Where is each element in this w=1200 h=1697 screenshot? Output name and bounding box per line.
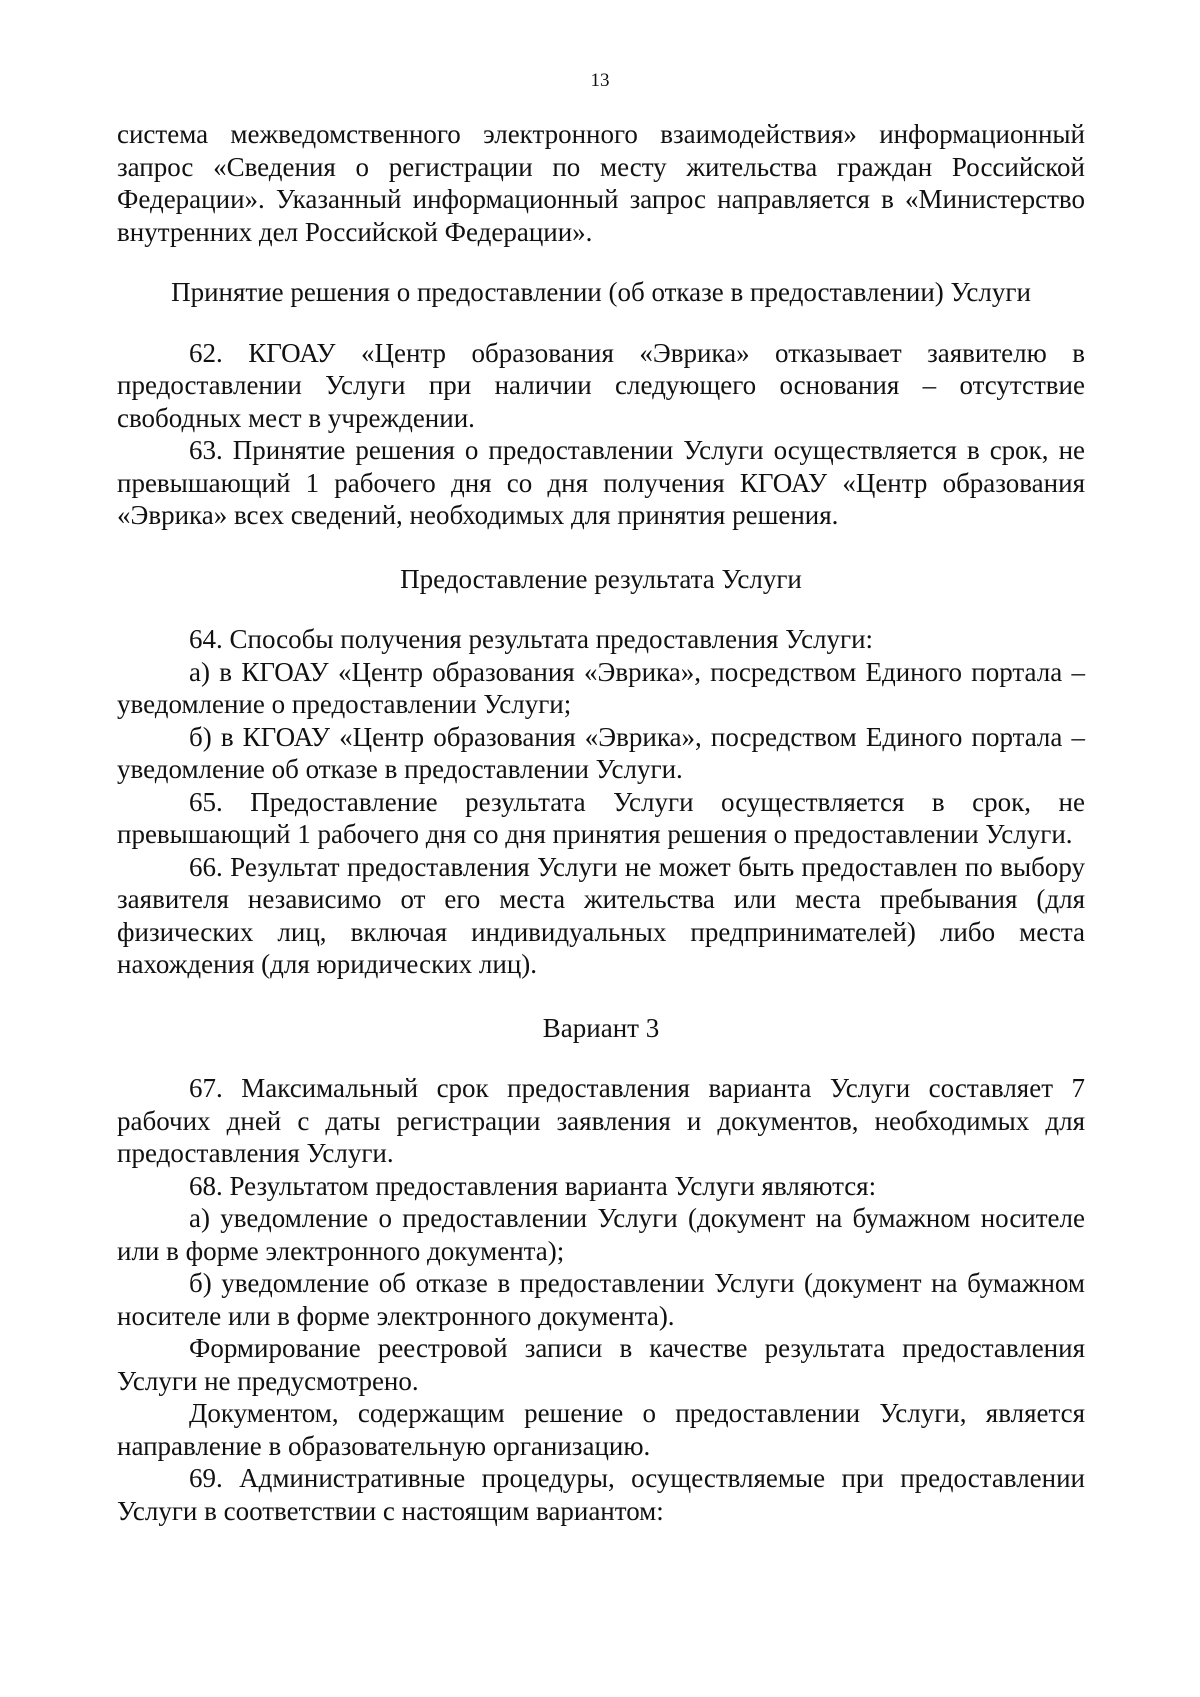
paragraph-registry: Формирование реестровой записи в качестве результата предоставления Услуги не предусмотрено. — [117, 1333, 1085, 1396]
paragraph-64b: б) в КГОАУ «Центр образования «Эврика», посредством Единого портала – уведомление об отказе в предоставлении Услуги. — [117, 721, 1085, 784]
paragraph-66: 66. Результат предоставления Услуги не может быть предоставлен по выбору заявителя независимо от его места жительства или места пребывания (для физических лиц, включая индивидуальных предпринимателей) либо места нахождения (для юридических лиц). — [117, 851, 1085, 979]
document-body — [117, 118, 1085, 1527]
paragraph-63: 63. Принятие решения о предоставлении Услуги осуществляется в срок, не превышающий 1 рабочего дня со дня получения КГОАУ «Центр образования «Эврика» всех сведений, необходимых для принятия решения. — [117, 435, 1085, 530]
paragraph-64: 64. Способы получения результата предоставления Услуги: — [189, 624, 874, 654]
intro-paragraph: система межведомственного электронного взаимодействия» информационный запрос «Сведения о регистрации по месту жительства граждан Российской Федерации». Указанный информационный запрос направляется в «Министерство внутренних дел Российской Федерации». — [117, 119, 1085, 247]
paragraph-69: 69. Административные процедуры, осуществляемые при предоставлении Услуги в соответствии с настоящим вариантом: — [117, 1463, 1085, 1526]
paragraph-67: 67. Максимальный срок предоставления варианта Услуги составляет 7 рабочих дней с даты регистрации заявления и документов, необходимых для предоставления Услуги. — [117, 1073, 1085, 1168]
paragraph-62: 62. КГОАУ «Центр образования «Эврика» отказывает заявителю в предоставлении Услуги при наличии следующего основания – отсутствие свободных мест в учреждении. — [117, 337, 1085, 433]
paragraph-68a: а) уведомление о предоставлении Услуги (документ на бумажном носителе или в форме электронного документа); — [117, 1203, 1085, 1266]
paragraph-68: 68. Результатом предоставления варианта Услуги являются: — [189, 1170, 877, 1201]
section-heading-result: Предоставление результата Услуги — [400, 563, 802, 594]
paragraph-68b: б) уведомление об отказе в предоставлении Услуги (документ на бумажном носителе или в форме электронного документа). — [117, 1268, 1085, 1331]
paragraph-64a: а) в КГОАУ «Центр образования «Эврика», посредством Единого портала – уведомление о предоставлении Услуги; — [117, 656, 1085, 719]
paragraph-document: Документом, содержащим решение о предоставлении Услуги, является направление в образовательную организацию. — [117, 1398, 1085, 1461]
section-heading-variant: Вариант 3 — [542, 1012, 660, 1043]
section-heading-decision: Принятие решения о предоставлении (об отказе в предоставлении) Услуги — [171, 277, 1031, 307]
paragraph-65: 65. Предоставление результата Услуги осуществляется в срок, не превышающий 1 рабочего дня со дня принятия решения о предоставлении Услуги. — [117, 786, 1085, 849]
page-number: 13 — [590, 70, 610, 91]
